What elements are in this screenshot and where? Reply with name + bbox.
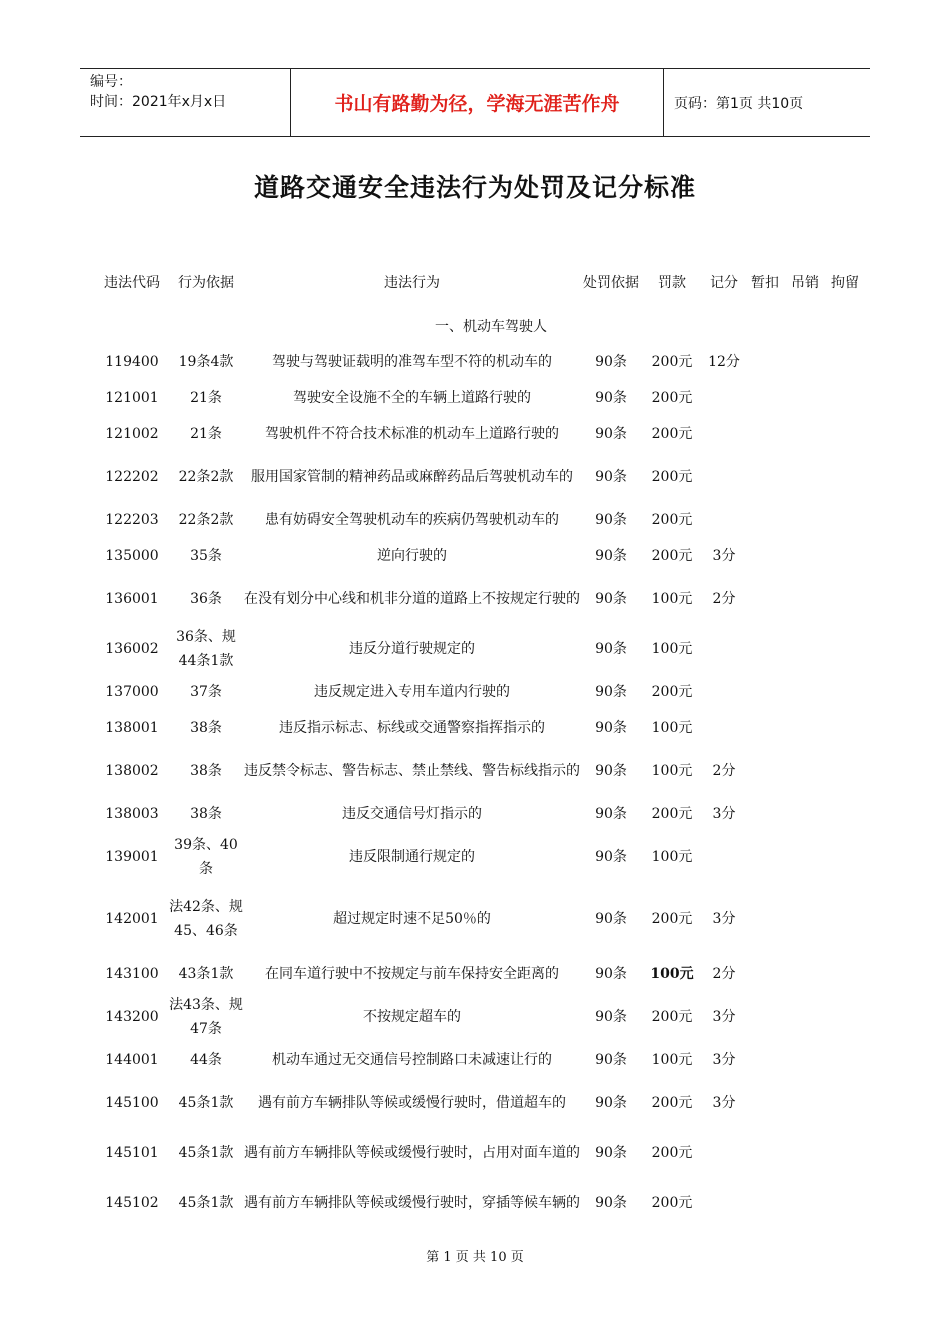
cell-law: 90条	[595, 512, 627, 528]
time-label: 时间：2021年x月x日	[90, 94, 227, 110]
cell-code: 136001	[105, 591, 159, 607]
cell-fine: 100元	[650, 966, 694, 982]
table-row	[95, 574, 885, 624]
cell-law: 90条	[595, 469, 627, 485]
cell-fine: 200元	[651, 1009, 693, 1025]
cell-code: 121001	[105, 390, 159, 406]
col-header-basis: 行为依据	[178, 275, 234, 291]
col-header-suspend: 暂扣	[751, 275, 779, 291]
cell-fine: 100元	[651, 641, 693, 657]
cell-law: 90条	[595, 763, 627, 779]
cell-code: 122203	[105, 512, 159, 528]
table-row	[95, 956, 885, 992]
cell-code: 145100	[105, 1095, 159, 1111]
cell-law: 90条	[595, 966, 627, 982]
cell-basis: 35条	[190, 548, 222, 564]
cell-basis: 39条、40条	[174, 837, 238, 877]
cell-act: 在同车道行驶中不按规定与前车保持安全距离的	[265, 966, 559, 982]
table-body	[95, 344, 885, 1228]
cell-code: 122202	[105, 469, 159, 485]
document-title: 道路交通安全违法行为处罚及记分标准	[253, 173, 696, 202]
col-header-act: 违法行为	[384, 275, 440, 291]
cell-law: 90条	[595, 1145, 627, 1161]
cell-fine: 200元	[651, 426, 693, 442]
cell-code: 138001	[105, 720, 159, 736]
cell-act: 机动车通过无交通信号控制路口未减速让行的	[272, 1052, 552, 1068]
cell-act: 违反指示标志、标线或交通警察指挥指示的	[279, 720, 545, 736]
cell-fine: 200元	[651, 911, 693, 927]
cell-fine: 200元	[651, 806, 693, 822]
table-row	[95, 710, 885, 746]
cell-fine: 100元	[651, 720, 693, 736]
cell-fine: 200元	[651, 684, 693, 700]
cell-law: 90条	[595, 426, 627, 442]
cell-basis: 22条2款	[178, 469, 234, 485]
cell-law: 90条	[595, 354, 627, 370]
cell-act: 驾驶机件不符合技术标准的机动车上道路行驶的	[265, 426, 559, 442]
cell-act: 违反分道行驶规定的	[349, 641, 475, 657]
cell-act: 违反规定进入专用车道内行驶的	[314, 684, 510, 700]
cell-law: 90条	[595, 1052, 627, 1068]
cell-act: 遇有前方车辆排队等候或缓慢行驶时，穿插等候车辆的	[244, 1195, 580, 1211]
page-header	[80, 68, 870, 137]
cell-act: 服用国家管制的精神药品或麻醉药品后驾驶机动车的	[251, 469, 573, 485]
cell-law: 90条	[595, 849, 627, 865]
cell-law: 90条	[595, 806, 627, 822]
cell-points: 3分	[712, 548, 736, 564]
cell-code: 144001	[105, 1052, 159, 1068]
section-heading: 一、机动车驾驶人	[435, 319, 547, 335]
cell-act: 患有妨碍安全驾驶机动车的疾病仍驾驶机动车的	[265, 512, 559, 528]
cell-code: 142001	[105, 911, 159, 927]
page-footer: 第 1 页 共 10 页	[426, 1250, 524, 1265]
cell-fine: 100元	[651, 591, 693, 607]
cell-fine: 100元	[651, 1052, 693, 1068]
cell-fine: 200元	[651, 469, 693, 485]
table-row	[95, 796, 885, 832]
cell-basis: 45条1款	[178, 1145, 234, 1161]
cell-fine: 100元	[651, 849, 693, 865]
cell-code: 145102	[105, 1195, 159, 1211]
cell-basis: 36条	[190, 591, 222, 607]
cell-act: 驾驶与驾驶证载明的准驾车型不符的机动车的	[272, 354, 552, 370]
cell-basis: 44条	[190, 1052, 222, 1068]
number-label: 编号：	[90, 74, 132, 90]
cell-points: 3分	[712, 1009, 736, 1025]
cell-basis: 37条	[190, 684, 222, 700]
cell-basis: 22条2款	[178, 512, 234, 528]
col-header-revoke: 吊销	[791, 275, 819, 291]
cell-code: 143100	[105, 966, 159, 982]
cell-law: 90条	[595, 548, 627, 564]
cell-act: 逆向行驶的	[377, 548, 447, 564]
cell-act: 违反限制通行规定的	[349, 849, 475, 865]
table-row	[95, 992, 885, 1042]
cell-basis: 38条	[190, 806, 222, 822]
cell-law: 90条	[595, 641, 627, 657]
cell-fine: 200元	[651, 390, 693, 406]
table-row	[95, 832, 885, 882]
cell-points: 3分	[712, 1052, 736, 1068]
cell-basis: 45条1款	[178, 1195, 234, 1211]
cell-fine: 200元	[651, 1195, 693, 1211]
cell-act: 违反交通信号灯指示的	[342, 806, 482, 822]
cell-points: 12分	[708, 354, 740, 370]
table-row	[95, 1128, 885, 1178]
header-motto: 书山有路勤为径，学海无涯苦作舟	[291, 69, 664, 136]
cell-act: 不按规定超车的	[363, 1009, 461, 1025]
cell-fine: 200元	[651, 1095, 693, 1111]
cell-points: 2分	[712, 591, 736, 607]
table-row	[95, 416, 885, 452]
cell-basis: 38条	[190, 720, 222, 736]
header-page-info: 页码：第1页 共10页	[674, 95, 804, 112]
cell-code: 121002	[105, 426, 159, 442]
cell-law: 90条	[595, 720, 627, 736]
cell-fine: 100元	[651, 763, 693, 779]
cell-law: 90条	[595, 684, 627, 700]
cell-basis: 19条4款	[178, 354, 234, 370]
cell-code: 136002	[105, 641, 159, 657]
cell-fine: 200元	[651, 548, 693, 564]
cell-law: 90条	[595, 1095, 627, 1111]
cell-basis: 45条1款	[178, 1095, 234, 1111]
table-row	[95, 502, 885, 538]
cell-code: 143200	[105, 1009, 159, 1025]
table-row	[95, 1042, 885, 1078]
col-header-points: 记分	[710, 275, 738, 291]
cell-law: 90条	[595, 911, 627, 927]
col-header-law: 处罚依据	[583, 275, 639, 291]
cell-act: 在没有划分中心线和机非分道的道路上不按规定行驶的	[244, 591, 580, 607]
cell-points: 2分	[712, 763, 736, 779]
cell-basis: 21条	[190, 426, 222, 442]
table-row	[95, 380, 885, 416]
cell-basis: 21条	[190, 390, 222, 406]
cell-law: 90条	[595, 1009, 627, 1025]
cell-basis: 38条	[190, 763, 222, 779]
cell-code: 137000	[105, 684, 159, 700]
col-header-fine: 罚款	[658, 275, 686, 291]
cell-fine: 200元	[651, 512, 693, 528]
cell-law: 90条	[595, 591, 627, 607]
header-meta	[80, 69, 291, 136]
violation-table	[95, 258, 885, 1228]
table-header-row	[95, 258, 885, 308]
table-row	[95, 452, 885, 502]
table-row	[95, 624, 885, 674]
cell-code: 119400	[105, 354, 159, 370]
cell-law: 90条	[595, 390, 627, 406]
table-row	[95, 1178, 885, 1228]
cell-act: 遇有前方车辆排队等候或缓慢行驶时，借道超车的	[258, 1095, 566, 1111]
table-row	[95, 538, 885, 574]
table-row	[95, 746, 885, 796]
cell-points: 3分	[712, 806, 736, 822]
cell-basis: 法43条、规47条	[169, 997, 243, 1037]
cell-code: 145101	[105, 1145, 159, 1161]
cell-code: 135000	[105, 548, 159, 564]
table-row	[95, 344, 885, 380]
cell-basis: 法42条、规45、46条	[169, 899, 243, 939]
cell-act: 超过规定时速不足50％的	[333, 911, 491, 927]
cell-act: 驾驶安全设施不全的车辆上道路行驶的	[293, 390, 531, 406]
cell-points: 2分	[712, 966, 736, 982]
cell-fine: 200元	[651, 1145, 693, 1161]
cell-points: 3分	[712, 1095, 736, 1111]
cell-points: 3分	[712, 911, 736, 927]
cell-code: 139001	[105, 849, 159, 865]
cell-law: 90条	[595, 1195, 627, 1211]
cell-basis: 36条、规44条1款	[176, 629, 236, 669]
table-row	[95, 674, 885, 710]
cell-code: 138002	[105, 763, 159, 779]
cell-basis: 43条1款	[178, 966, 234, 982]
cell-fine: 200元	[651, 354, 693, 370]
cell-code: 138003	[105, 806, 159, 822]
cell-act: 遇有前方车辆排队等候或缓慢行驶时，占用对面车道的	[244, 1145, 580, 1161]
cell-act: 违反禁令标志、警告标志、禁止禁线、警告标线指示的	[244, 763, 580, 779]
col-header-code: 违法代码	[104, 275, 160, 291]
col-header-detain: 拘留	[831, 275, 859, 291]
table-row	[95, 882, 885, 956]
table-row	[95, 1078, 885, 1128]
